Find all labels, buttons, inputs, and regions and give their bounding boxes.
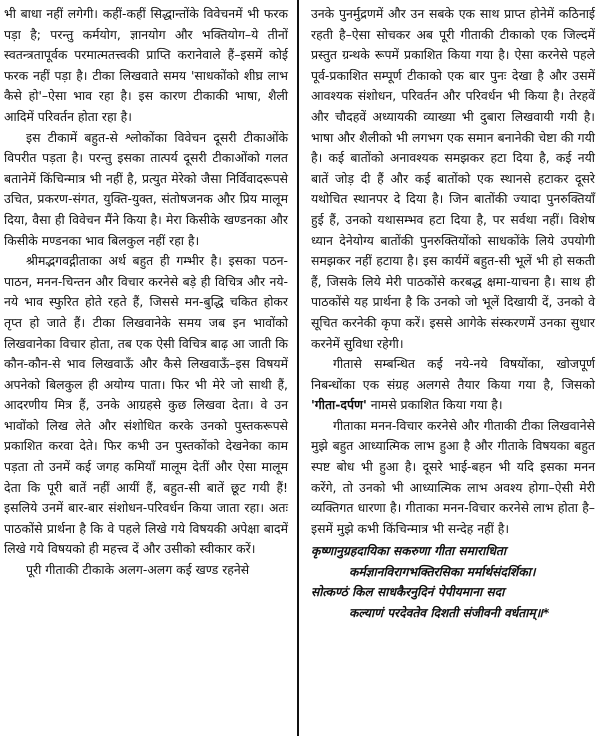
left-column: [4, 4, 288, 581]
left-paragraph-1: भी बाधा नहीं लगेगी। कहीं-कहीं सिद्धान्तोंके विवेचनमें भी फरक पड़ा है; परन्तु कर्मयोग, ज्ञानयोग और भक्तियोग–ये तीनों स्वतन्त्रतापूर्वक परमात्मतत्त्वकी प्राप्ति करानेवाले हैं–इसमें कोई फरक नहीं पड़ा है। टीका लिखवाते समय 'साधकोंको शीघ्र लाभ कैसे हो'–ऐसा भाव रहा है। इस कारण टीकाकी भाषा, शैली आदिमें परिवर्तन होता रहा है।: [4, 6, 288, 124]
gita-darpan-title: 'गीता-दर्पण': [311, 397, 367, 413]
verse-line-2: कर्मज्ञानविरागभक्तिरसिका मर्मार्थसंदर्शिका।: [349, 564, 536, 579]
left-paragraph-2: इस टीकामें बहुत-से श्लोकोंका विवेचन दूसरी टीकाओंके विपरीत पड़ता है। परन्तु इसका तात्पर्य दूसरी टीकाओंको गलत बतानेमें किंचिन्मात्र भी नहीं है, प्रत्युत मेरेको जैसा निर्विवादरूपसे उचित, प्रकरण-संगत, युक्ति-युक्त, संतोषजनक और प्रिय मालूम दिया, वैसा ही विवेचन मैंने किया है। मेरा किसीके खण्डनका और किसीके मण्डनका भाव बिलकुल नहीं रहा है।: [4, 129, 288, 248]
right-column: [311, 4, 595, 623]
right-paragraph-2-before: गीतासे सम्बन्धित कई नये-नये विषयोंका, खोजपूर्ण निबन्धोंका एक संग्रह अलगसे तैयार किया गया है, जिसको: [311, 356, 595, 392]
right-paragraph-1: उनके पुनर्मुद्रणमें और उन सबके एक साथ प्राप्त होनेमें कठिनाई रहती है–ऐसा सोचकर अब पूरी गीताकी टीकाको एक जिल्दमें प्रस्तुत ग्रन्थके रूपमें प्रकाशित किया गया है। ऐसा करनेसे पहले पूर्व-प्रकाशित सम्पूर्ण टीकाको एक बार पुनः देखा है और उसमें आवश्यक संशोधन, परिवर्तन और परिवर्धन भी किया है। तेरहवें और चौदहवें अध्यायकी व्याख्या भी दुबारा लिखवायी गयी है। भाषा और शैलीको भी लगभग एक समान बनानेकी चेष्टा की गयी है। कई बातोंको अनावश्यक समझकर हटा दिया है, कई नयी बातें जोड़ दी हैं और कई बातोंको एक स्थानसे हटाकर दूसरे यथोचित स्थानपर दे दिया है। जिन बातोंकी ज्यादा पुनरुक्तियाँ हुई हैं, उनको यथासम्भव हटा दिया है, पर सर्वथा नहीं। विशेष ध्यान देनेयोग्य बातोंकी पुनरुक्तियोंको साधकोंके लिये उपयोगी समझकर नहीं हटाया है। इस कार्यमें बहुत-सी भूलें भी हो सकती हैं, जिसके लिये मेरी पाठकोंसे करबद्ध क्षमा-याचना है। साथ ही पाठकोंसे यह प्रार्थना है कि उनको जो भूलें दिखायी दें, उनको वे सूचित करनेकी कृपा करें। इससे आगेके संस्करणमें उनका सुधार करनेमें सुविधा रहेगी।: [311, 6, 595, 351]
left-paragraph-3: श्रीमद्भगवद्गीताका अर्थ बहुत ही गम्भीर है। इसका पठन-पाठन, मनन-चिन्तन और विचार करनेसे बड़े ही विचित्र और नये-नये भाव स्फुरित होते रहते हैं, जिससे मन-बुद्धि चकित होकर तृप्त हो जाते हैं। टीका लिखवानेके समय जब इन भावोंको लिखवानेका विचार होता, तब एक ऐसी विचित्र बाढ़ आ जाती कि कौन-कौन-से भाव लिखवाऊँ और कैसे लिखवाऊँ–इस विषयमें अपनेको बिलकुल ही अयोग्य पाता। फिर भी मेरे जो साथी हैं, आदरणीय मित्र हैं, उनके आग्रहसे कुछ लिखवा देता। वे उन भावोंको लिख लेते और संशोधित करके उनको पुस्तकरूपसे प्रकाशित करवा देते। फिर कभी उन पुस्तकोंको देखनेका काम पड़ता तो उनमें कई जगह कमियाँ मालूम देतीं और ऐसा मालूम देता कि पूरी बातें नहीं आयीं हैं, बहुत-सी बातें छूट गयी हैं! इसलिये उनमें बार-बार संशोधन-परिवर्धन किया जाता रहा। अतः पाठकोंसे प्रार्थना है कि वे पहले लिखे गये विषयकी अपेक्षा बादमें लिखे गये विषयको ही महत्त्व दें और उसीको स्वीकार करें।: [4, 253, 288, 557]
right-paragraph-2: [311, 354, 595, 416]
verse-line-4: कल्याणं परदेवतेव दिशती संजीवनी वर्धताम्॥*: [349, 605, 550, 620]
right-paragraph-3: गीताका मनन-विचार करनेसे और गीताकी टीका लिखवानेसे मुझे बहुत आध्यात्मिक लाभ हुआ है और गीताके विषयका बहुत स्पष्ट बोध भी हुआ है। दूसरे भाई-बहन भी यदि इसका मनन करेंगे, तो उनको भी आध्यात्मिक लाभ अवश्य होगा–ऐसी मेरी व्यक्तिगत धारणा है। गीताका मनन-विचार करनेसे लाभ होता है–इसमें मुझे कभी किंचिन्मात्र भी सन्देह नहीं है।: [311, 417, 595, 536]
right-paragraph-2-after: नामसे प्रकाशित किया गया है।: [366, 397, 503, 413]
verse-line-3: सोत्कण्ठं किल साधकैरनुदिनं पेपीयमाना सदा: [311, 585, 505, 600]
verse-line-1: कृष्णानुग्रहदायिका सकरुणा गीता समाराधिता: [311, 544, 507, 559]
column-divider: [297, 0, 299, 736]
left-paragraph-4: पूरी गीताकी टीकाके अलग-अलग कई खण्ड रहनेसे: [26, 562, 250, 578]
sanskrit-verse: [311, 541, 595, 623]
